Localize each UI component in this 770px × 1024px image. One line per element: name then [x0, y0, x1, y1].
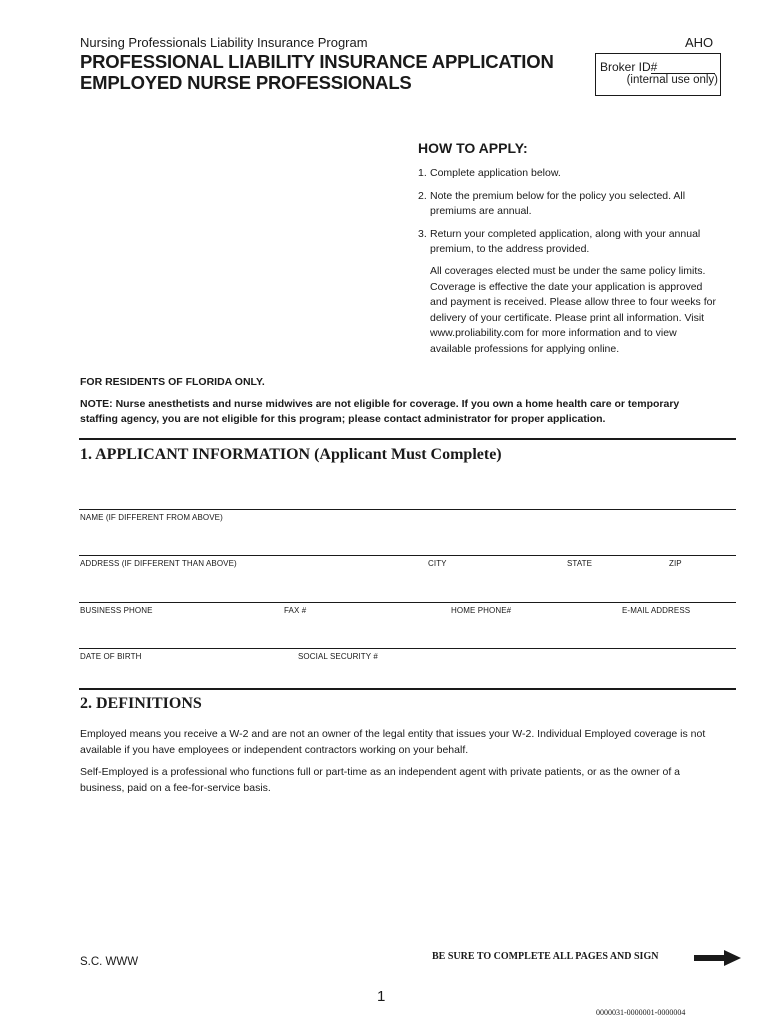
- fax-label: FAX #: [284, 606, 307, 615]
- employed-definition: Employed means you receive a W-2 and are not an owner of the legal entity that issues your W-2. Individual Employed coverage is not available if you have employees or independent contractors working on your behalf.: [80, 728, 706, 756]
- how-to-apply-title: HOW TO APPLY:: [418, 140, 528, 156]
- how-to-apply-step: [418, 189, 718, 220]
- step-number: 1.: [418, 167, 427, 179]
- self-employed-definition: Self-Employed is a professional who functions full or part-time as an independent agent with private patients, or as the owner of a business, paid on a fee-for-service basis.: [80, 766, 681, 794]
- section-divider: [79, 688, 736, 690]
- step-number: 2.: [418, 189, 427, 202]
- broker-id-note: (internal use only): [626, 74, 718, 86]
- phone-field-line[interactable]: [79, 602, 736, 603]
- form-code-aho: AHO: [685, 35, 714, 50]
- footer-sc-code: S.C. WWW: [80, 956, 139, 968]
- ssn-label: SOCIAL SECURITY #: [298, 652, 378, 661]
- section-divider: [79, 438, 736, 440]
- dob-label: DATE OF BIRTH: [80, 652, 142, 661]
- zip-label: ZIP: [669, 559, 682, 568]
- step-text: Complete application below.: [430, 167, 561, 179]
- step-text: Return your completed application, along with your annual premium, to the address provided.: [430, 227, 701, 255]
- coverage-info-paragraph: All coverages elected must be under the same policy limits. Coverage is effective the date your application is approved and payment is received. Please allow three to four weeks for delivery of your certificate. Please print all information. Visit www.proliability.com for more information and to view available professions for applying online.: [430, 265, 716, 355]
- email-label: E-MAIL ADDRESS: [622, 606, 691, 615]
- how-to-apply-step: [418, 166, 718, 182]
- step-number: 3.: [418, 227, 427, 240]
- name-field-line[interactable]: [79, 509, 736, 510]
- program-name: Nursing Professionals Liability Insurance Program: [80, 35, 368, 50]
- business-phone-label: BUSINESS PHONE: [80, 606, 153, 615]
- form-title: [80, 51, 554, 93]
- dob-field-line[interactable]: [79, 648, 736, 649]
- complete-all-pages-note: BE SURE TO COMPLETE ALL PAGES AND SIGN: [432, 951, 659, 962]
- name-label: NAME (IF DIFFERENT FROM ABOVE): [80, 513, 223, 522]
- arrow-right-icon: [694, 949, 742, 972]
- broker-id-label: Broker ID#: [600, 60, 658, 74]
- form-title-line1: PROFESSIONAL LIABILITY INSURANCE APPLICATION: [80, 51, 554, 72]
- form-barcode-number: 0000031-0000001-0000004: [596, 1008, 686, 1017]
- address-field-line[interactable]: [79, 555, 736, 556]
- section-definitions-title: 2. DEFINITIONS: [80, 695, 202, 712]
- city-label: CITY: [428, 559, 447, 568]
- page-number: 1: [377, 988, 386, 1005]
- address-label: ADDRESS (IF DIFFERENT THAN ABOVE): [80, 559, 237, 568]
- florida-residents-notice: FOR RESIDENTS OF FLORIDA ONLY.: [80, 376, 265, 388]
- how-to-apply-steps: [418, 166, 718, 265]
- eligibility-note: NOTE: Nurse anesthetists and nurse midwives are not eligible for coverage. If you own a home health care or temporary staffing agency, you are not eligible for this program; please contact administrator for proper application.: [80, 398, 680, 425]
- how-to-apply-step: [418, 227, 718, 258]
- home-phone-label: HOME PHONE#: [451, 606, 512, 615]
- form-title-line2: EMPLOYED NURSE PROFESSIONALS: [80, 72, 412, 93]
- section-applicant-title: 1. APPLICANT INFORMATION (Applicant Must Complete): [80, 446, 502, 463]
- state-label: STATE: [567, 559, 593, 568]
- step-text: Note the premium below for the policy you selected. All premiums are annual.: [430, 189, 686, 217]
